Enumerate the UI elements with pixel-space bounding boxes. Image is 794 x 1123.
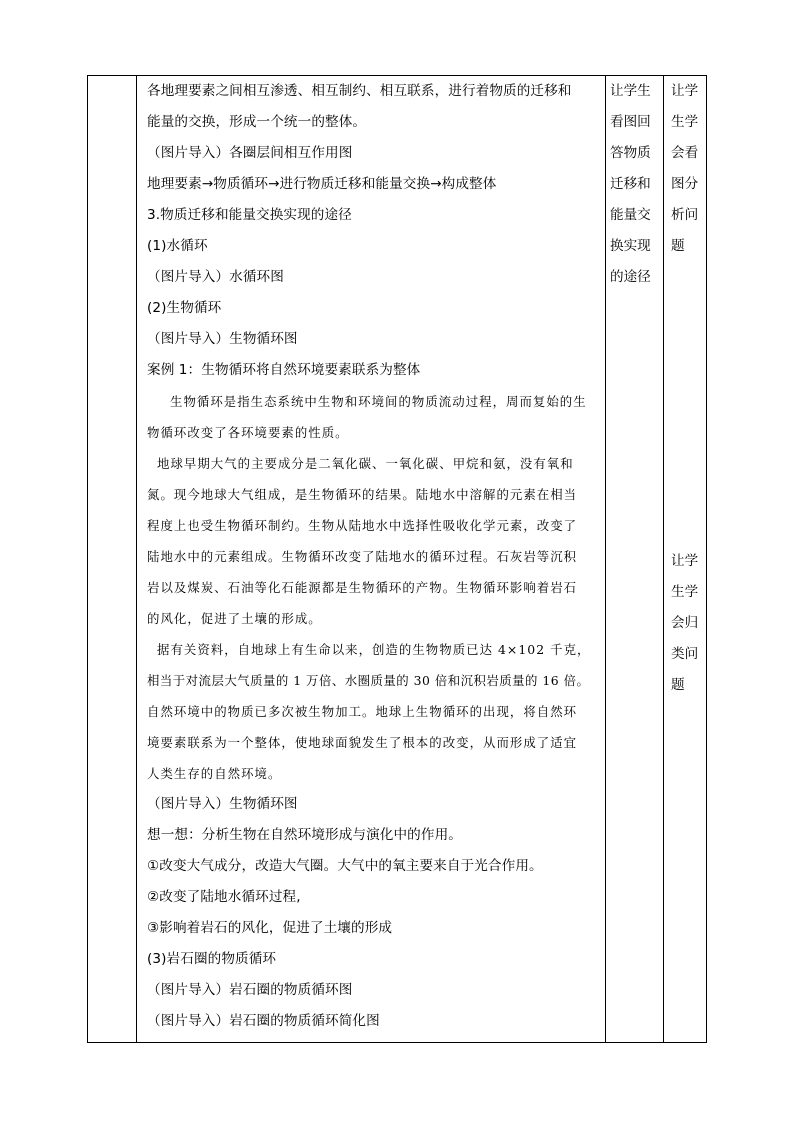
- design-intent-line: 让学: [671, 83, 699, 99]
- case-line: 岩以及煤炭、石油等化石能源都是生物循环的产物。生物循环影响着岩石: [147, 580, 578, 595]
- content-line: （图片导入）生物循环图: [147, 796, 298, 812]
- content-line: （图片导入）岩石圈的物质循环图: [147, 982, 353, 998]
- teaching-content-cell: [144, 76, 606, 1037]
- student-activity-line: 看图回: [610, 114, 651, 130]
- student-activity-line: 答物质: [610, 145, 651, 161]
- case-heading: 案例 1：生物循环将自然环境要素联系为整体: [147, 362, 421, 378]
- case-line: 自然环境中的物质已多次被生物加工。地球上生物循环的出现，将自然环: [147, 704, 578, 719]
- content-line: （图片导入）生物循环图: [147, 331, 298, 347]
- case-line: 地球早期大气的主要成分是二氧化碳、一氧化碳、甲烷和氨，没有氧和: [157, 456, 574, 471]
- case-line: 的风化，促进了土壤的形成。: [147, 611, 322, 626]
- design-intent-line: 会归: [671, 615, 699, 631]
- case-line: 氮。现今地球大气组成，是生物循环的结果。陆地水中溶解的元素在相当: [147, 487, 578, 502]
- case-line: 陆地水中的元素组成。生物循环改变了陆地水的循环过程。石灰岩等沉积: [147, 549, 578, 564]
- student-activity-line: 迁移和: [610, 176, 651, 192]
- case-line: 程度上也受生物循环制约。生物从陆地水中选择性吸收化学元素，改变了: [147, 518, 578, 533]
- content-line: (1)水循环: [147, 238, 208, 254]
- content-line: ③影响着岩石的风化，促进了土壤的形成: [147, 920, 393, 936]
- student-activity-line: 换实现: [610, 238, 651, 254]
- case-line: 生物循环是指生态系统中生物和环境间的物质流动过程，周而复始的生: [170, 394, 587, 409]
- design-intent-line: 题: [671, 677, 685, 693]
- design-intent-line: 题: [671, 238, 685, 254]
- design-intent-line: 会看: [671, 145, 699, 161]
- student-activity-line: 的途径: [610, 269, 651, 285]
- design-intent-line: 生学: [671, 584, 699, 600]
- design-intent-line: 让学: [671, 553, 699, 569]
- case-line: 人类生存的自然环境。: [147, 766, 282, 781]
- content-line: （图片导入）水循环图: [147, 269, 284, 285]
- design-intent-cell-2: [671, 546, 698, 701]
- content-line: 地理要素→物质循环→进行物质迁移和能量交换→构成整体: [147, 176, 497, 192]
- column-divider: [136, 76, 137, 1042]
- design-intent-line: 生学: [671, 114, 699, 130]
- content-line: 能量的交换，形成一个统一的整体。: [147, 114, 367, 130]
- content-line: (2)生物循环: [147, 300, 222, 316]
- student-activity-line: 能量交: [610, 207, 651, 223]
- content-line: 3.物质迁移和能量交换实现的途径: [147, 207, 352, 223]
- content-line: 想一想：分析生物在自然环境形成与演化中的作用。: [147, 827, 462, 843]
- case-line: 物循环改变了各环境要素的性质。: [147, 425, 349, 440]
- content-line: ①改变大气成分，改造大气圈。大气中的氧主要来自于光合作用。: [147, 858, 543, 874]
- student-activity-line: 让学生: [610, 83, 651, 99]
- content-line: ②改变了陆地水循环过程,: [147, 889, 301, 905]
- design-intent-cell: [671, 76, 698, 262]
- design-intent-line: 析问: [671, 207, 699, 223]
- content-line: （图片导入）岩石圈的物质循环简化图: [147, 1013, 380, 1029]
- lesson-table: [87, 75, 707, 1043]
- design-intent-line: 图分: [671, 176, 699, 192]
- design-intent-line: 类问: [671, 646, 699, 662]
- student-activity-cell: [610, 76, 651, 293]
- case-line: 境要素联系为一个整体，使地球面貌发生了根本的改变，从而形成了适宜: [147, 735, 578, 750]
- case-line: 据有关资料，自地球上有生命以来，创造的生物物质已达 4×102 千克，: [157, 642, 591, 657]
- content-line: （图片导入）各圈层间相互作用图: [147, 145, 353, 161]
- content-line: (3)岩石圈的物质循环: [147, 951, 277, 967]
- column-divider: [663, 76, 664, 1042]
- content-line: 各地理要素之间相互渗透、相互制约、相互联系，进行着物质的迁移和: [147, 83, 572, 99]
- case-line: 相当于对流层大气质量的 1 万倍、水圈质量的 30 倍和沉积岩质量的 16 倍。: [147, 673, 590, 688]
